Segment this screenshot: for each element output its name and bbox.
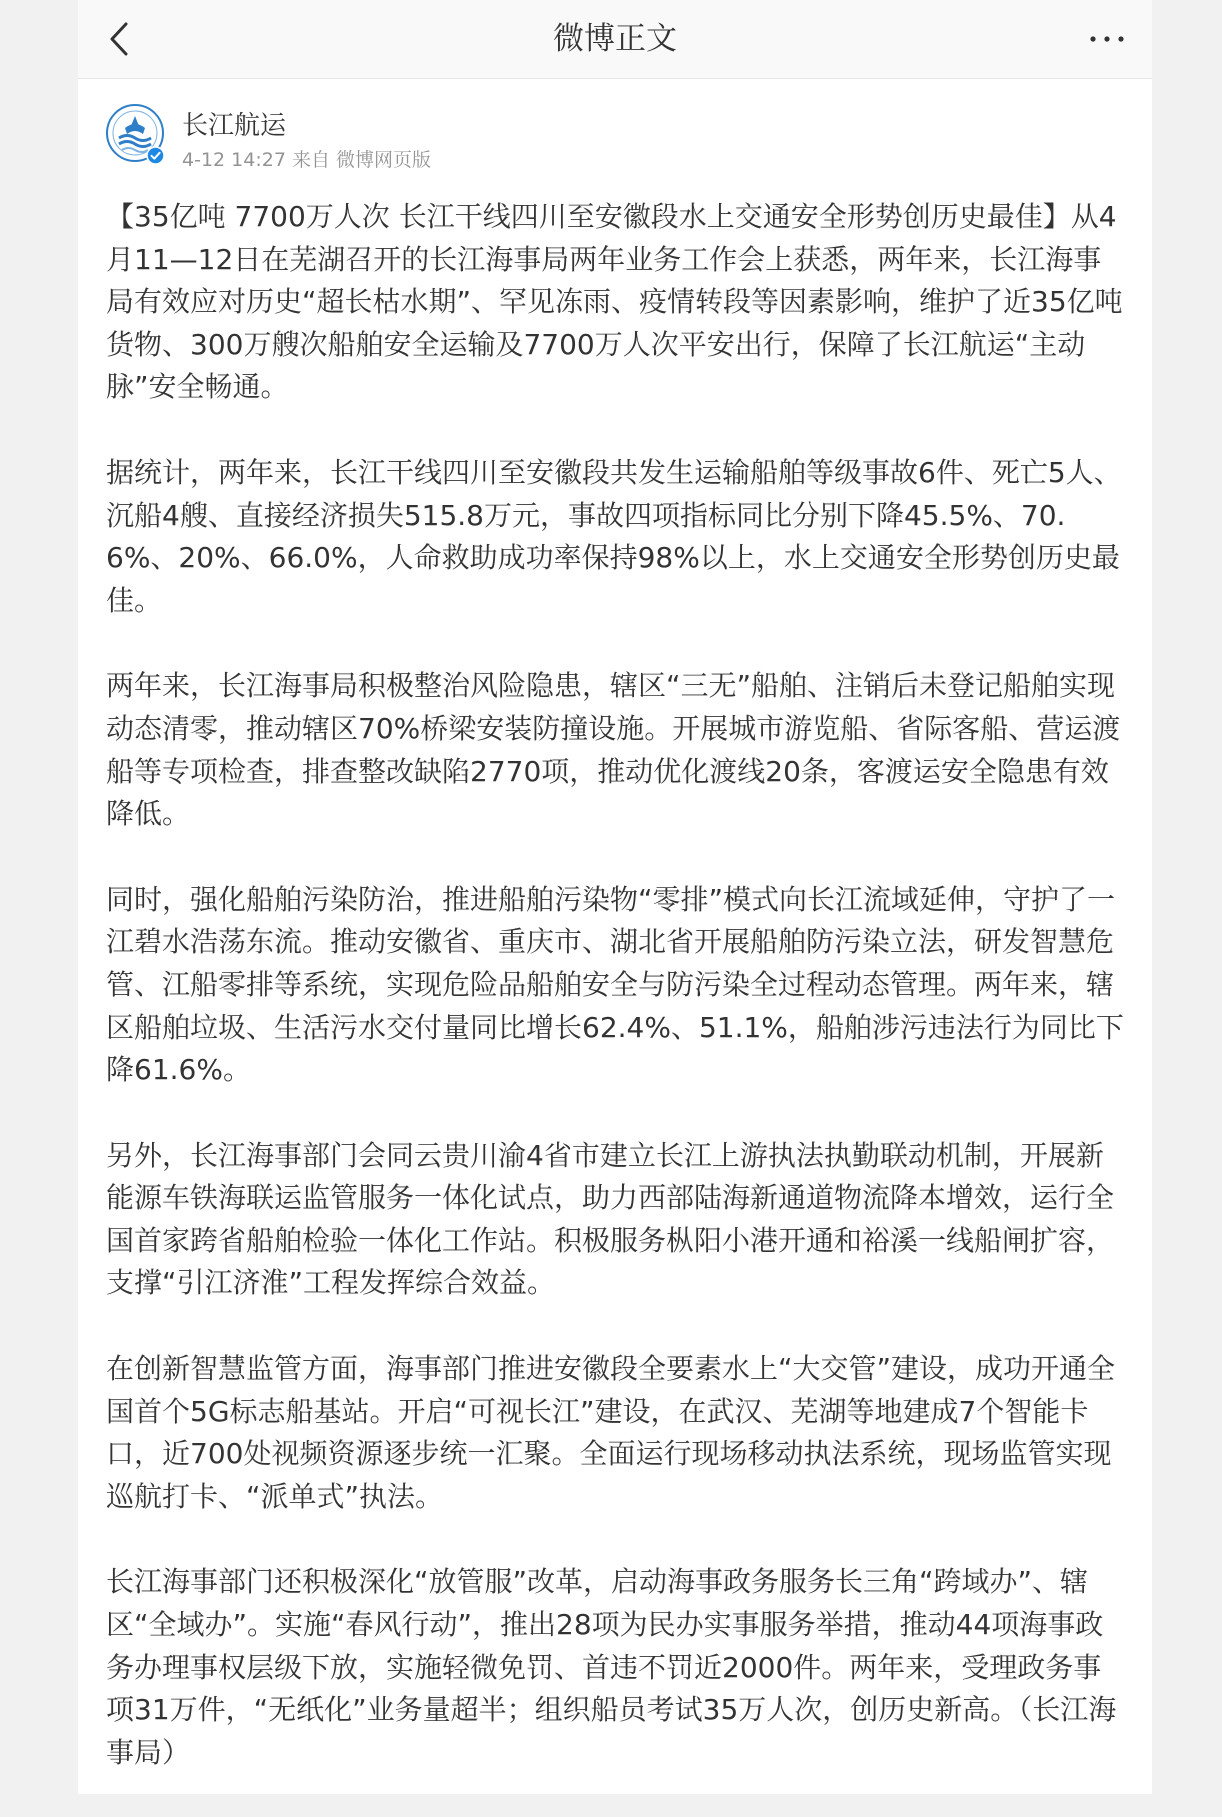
more-options-button[interactable] — [1084, 18, 1130, 60]
top-navigation-bar — [78, 0, 1152, 79]
post-time: 4-12 14:27 — [182, 149, 286, 171]
post-paragraph: 据统计，两年来，长江干线四川至安徽段共发生运输船舶等级事故6件、死亡5人、沉船4艘、直接经济损失515.8万元，事故四项指标同比分别下降45.5%、70.6%、20%、66.0%，人命救助成功率保持98%以上，水上交通安全形势创历史最佳。 — [106, 455, 1122, 617]
ellipsis-icon — [1084, 18, 1130, 60]
post-paragraph: 【35亿吨 7700万人次 长江干线四川至安徽段水上交通安全形势创历史最佳】从4月11—12日在芜湖召开的长江海事局两年业务工作会上获悉，两年来，长江海事局有效应对历史“超长枯水期”、罕见冻雨、疫情转段等因素影响，维护了近35亿吨货物、300万艘次船舶安全运输及7700万人次平安出行，保障了长江航运“主动脉”安全畅通。 — [106, 200, 1123, 404]
post-paragraph: 另外，长江海事部门会同云贵川渝4省市建立长江上游执法执勤联动机制，开展新能源车铁海联运监管服务一体化试点，助力西部陆海新通道物流降本增效，运行全国首家跨省船舶检验一体化工作站。积极服务枞阳小港开通和裕溪一线船闸扩容，支撑“引江济淮”工程发挥综合效益。 — [106, 1138, 1115, 1300]
post-body — [106, 196, 1124, 1817]
weibo-post-page — [78, 0, 1152, 1794]
post-paragraph: 在创新智慧监管方面，海事部门推进安徽段全要素水上“大交管”建设，成功开通全国首个5G标志船基站。开启“可视长江”建设，在武汉、芜湖等地建成7个智能卡口，近700处视频资源逐步统一汇聚。全面运行现场移动执法系统，现场监管实现巡航打卡、“派单式”执法。 — [106, 1352, 1116, 1513]
author-name[interactable]: 长江航运 — [182, 111, 287, 141]
post-paragraph: 同时，强化船舶污染防治，推进船舶污染物“零排”模式向长江流域延伸，守护了一江碧水浩荡东流。推动安徽省、重庆市、湖北省开展船舶防污染立法，研发智慧危管、江船零排等系统，实现危险品船舶安全与防污染全过程动态管理。两年来，辖区船舶垃圾、生活污水交付量同比增长62.4%、51.1%，船舶涉污违法行为同比下降61.6%。 — [106, 882, 1124, 1087]
page-title: 微博正文 — [553, 21, 677, 57]
post-paragraph: 两年来，长江海事局积极整治风险隐患，辖区“三无”船舶、注销后未登记船舶实现动态清零，推动辖区70%桥梁安装防撞设施。开展城市游览船、省际客船、营运渡船等专项检查，排查整改缺陷2770项，推动优化渡线20条，客渡运安全隐患有效降低。 — [106, 669, 1121, 831]
post-meta — [182, 148, 431, 172]
post-paragraph: 长江海事部门还积极深化“放管服”改革，启动海事政务服务长三角“跨域办”、辖区“全域办”。实施“春风行动”，推出28项为民办实事服务举措，推动44项海事政务办理事权层级下放，实施轻微免罚、首违不罚近2000件。两年来，受理政务事项31万件，“无纸化”业务量超半；组织船员考试35万人次，创历史新高。（长江海事局） — [106, 1565, 1117, 1769]
post-source: 来自 微博网页版 — [291, 149, 432, 171]
verified-badge-icon — [146, 146, 165, 165]
post-author-header — [106, 104, 1106, 174]
